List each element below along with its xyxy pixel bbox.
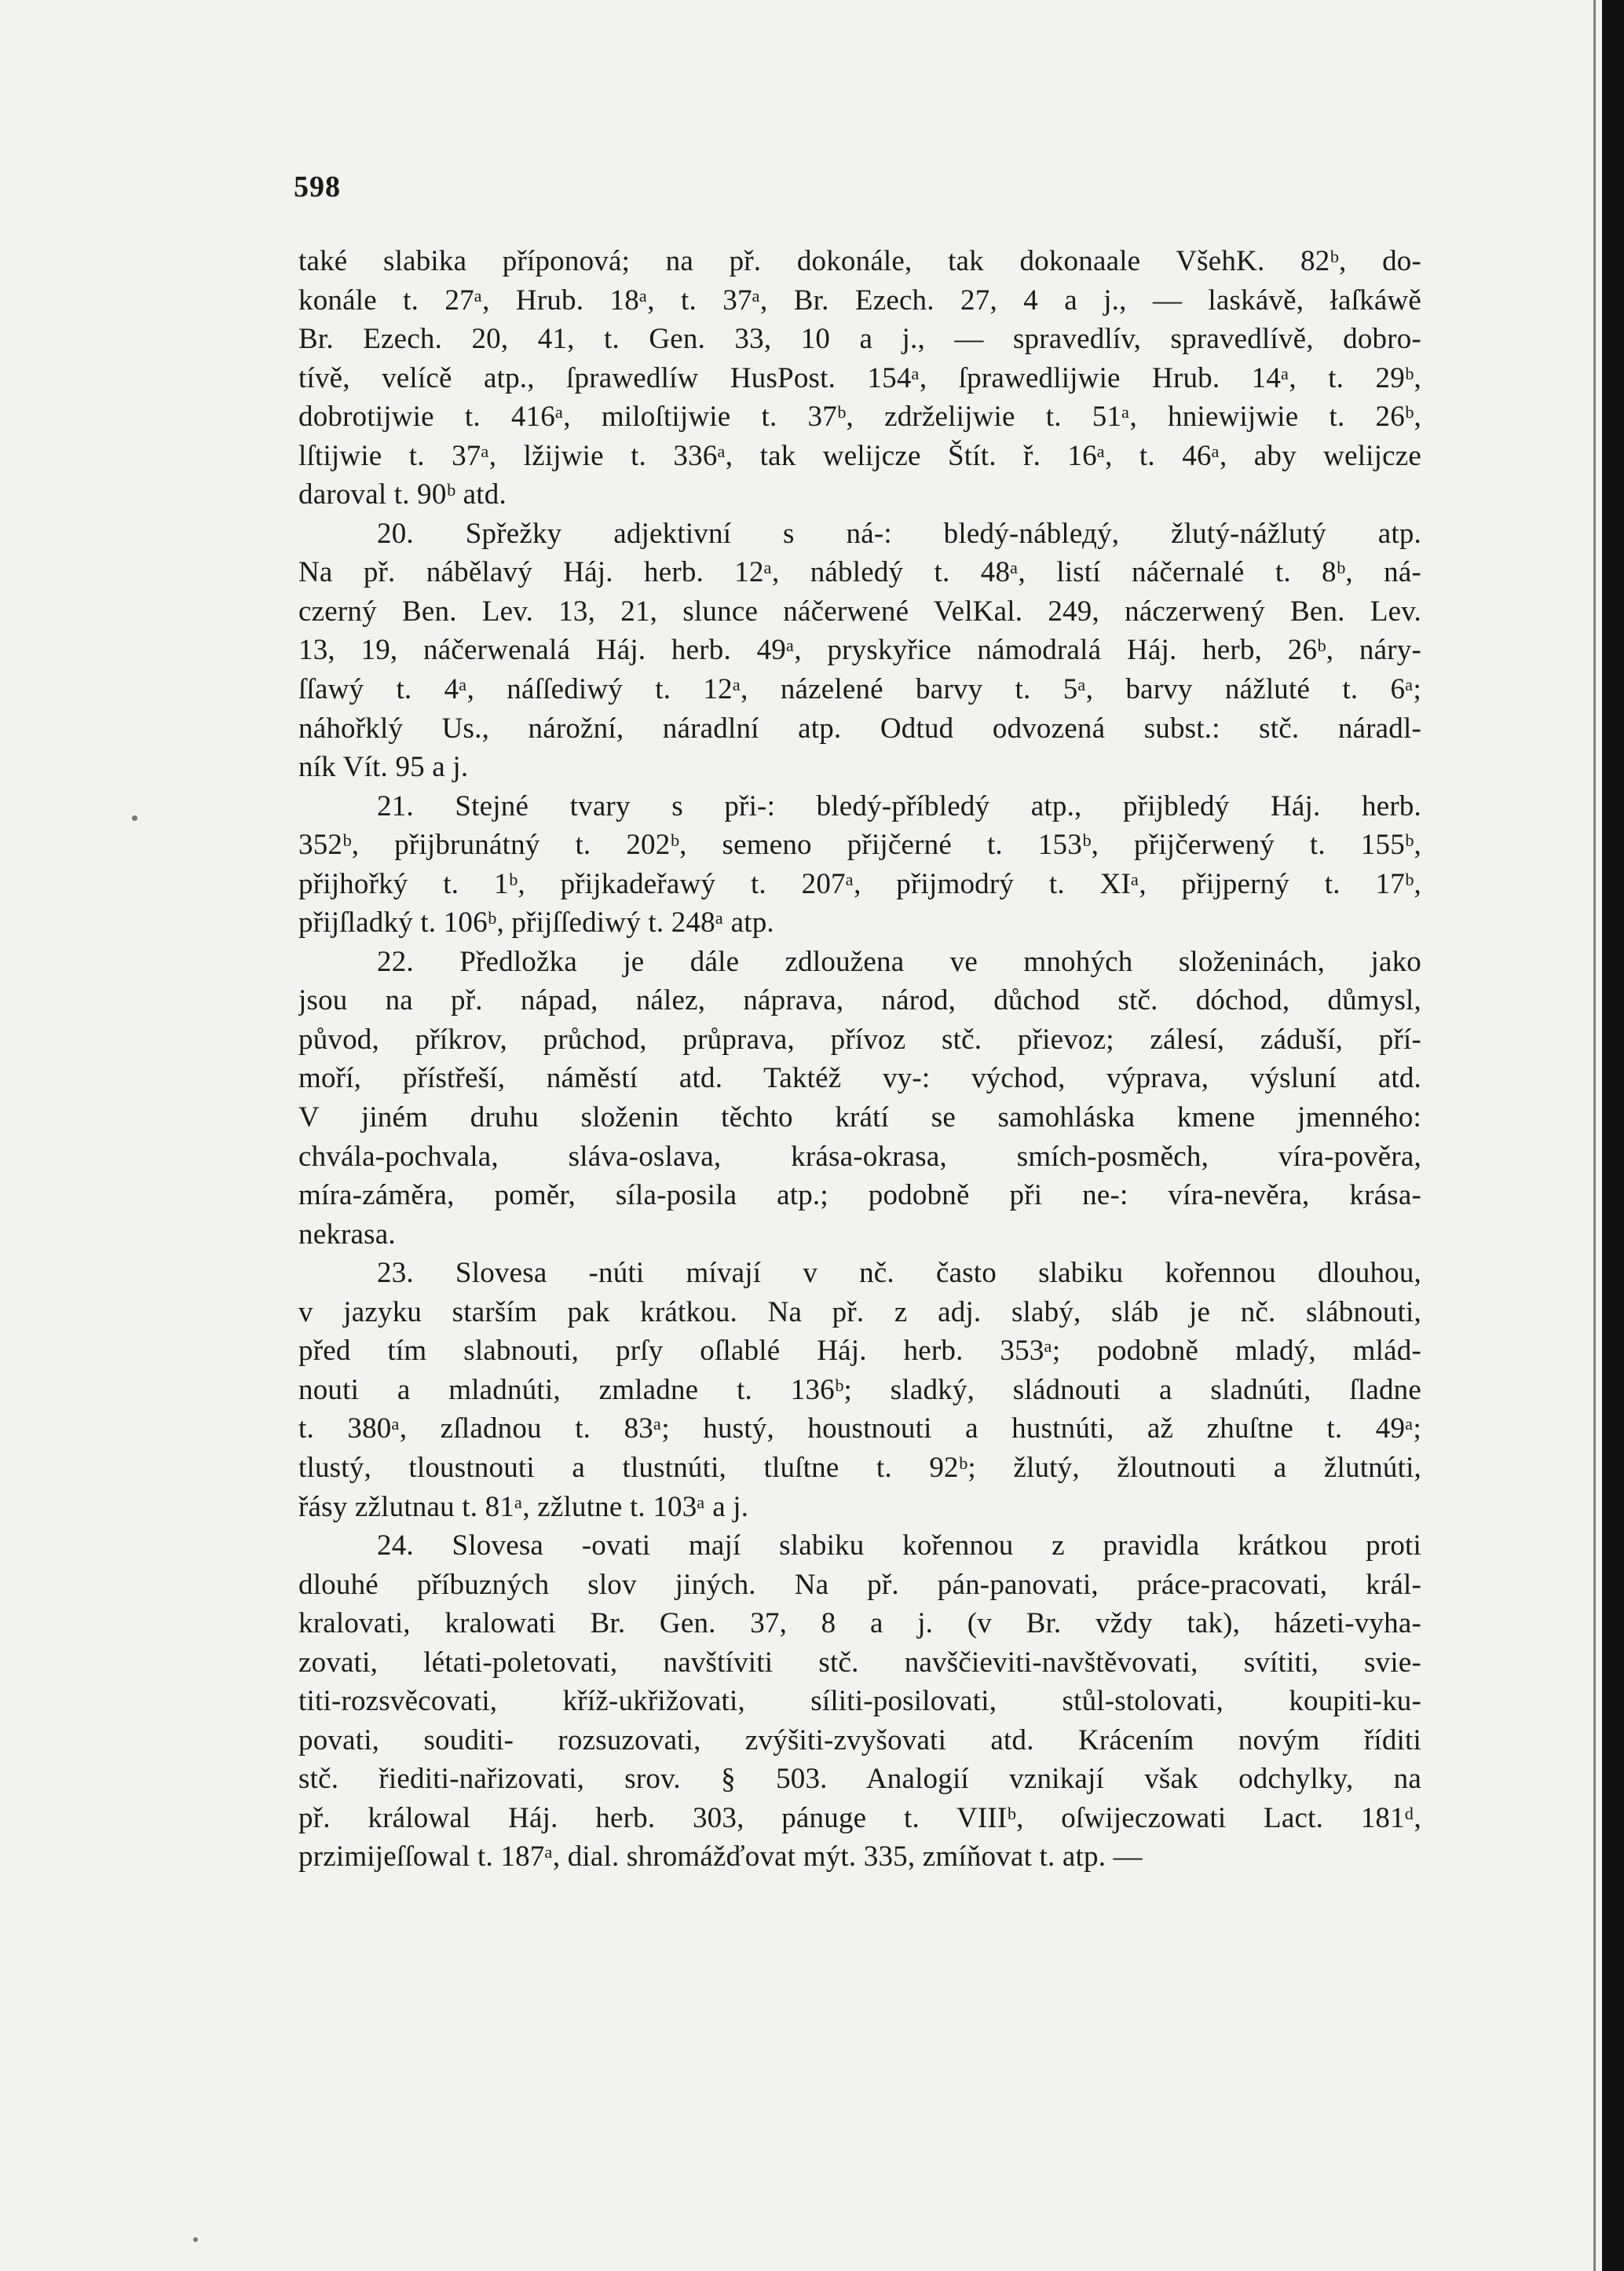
text-line: povati, souditi- rozsuzovati, zvýšiti-zvyšovati atd. Krácením novým říditi	[298, 1723, 1421, 1756]
text-line: titi-rozsvěcovati, kříž-ukřižovati, síliti-posilovati, stůl-stolovati, koupiti-ku-	[298, 1685, 1421, 1718]
scan-edge-shadow	[1602, 0, 1624, 2271]
text-line: tívě, velícě atp., ſprawedlíw HusPost. 154ᵃ, ſprawedlijwie Hrub. 14ᵃ, t. 29ᵇ,	[298, 361, 1421, 394]
text-line: také slabika příponová; na př. dokonále, tak dokonaale VšehK. 82ᵇ, do-	[298, 245, 1421, 277]
text-line: 22. Předložka je dále zdloužena ve mnohých složeninách, jako	[377, 945, 1421, 978]
text-line: 352ᵇ, přijbrunátný t. 202ᵇ, semeno přijčerné t. 153ᵇ, přijčerwený t. 155ᵇ,	[298, 829, 1421, 862]
text-line: chvála-pochvala, sláva-oslava, krása-okrasa, smích-posměch, víra-pověra,	[298, 1140, 1421, 1173]
text-line: Na př. nábělavý Háj. herb. 12ᵃ, nábledý t. 48ᵃ, listí náčernalé t. 8ᵇ, ná-	[298, 556, 1421, 589]
text-line: před tím slabnouti, prſy oſlablé Háj. herb. 353ᵃ; podobně mladý, mlád-	[298, 1335, 1421, 1368]
text-line: dobrotijwie t. 416ᵃ, miloſtijwie t. 37ᵇ, zdrželijwie t. 51ᵃ, hniewijwie t. 26ᵇ,	[298, 401, 1421, 434]
text-line: tlustý, tloustnouti a tlustnúti, tluſtne t. 92ᵇ; žlutý, žloutnouti a žlutnúti,	[298, 1451, 1421, 1484]
text-line: 21. Stejné tvary s při-: bledý-příbledý atp., přijbledý Háj. herb.	[377, 789, 1421, 822]
text-line: 13, 19, náčerwenalá Háj. herb. 49ᵃ, pryskyřice námodralá Háj. herb, 26ᵇ, náry-	[298, 634, 1421, 667]
text-line: V jiném druhu složenin těchto krátí se samohláska kmene jmenného:	[298, 1101, 1421, 1134]
scan-speck	[193, 2237, 198, 2242]
text-line: przimijeſſowal t. 187ᵃ, dial. shromážďovat mýt. 335, zmíňovat t. atp. —	[298, 1841, 1143, 1874]
text-line: czerný Ben. Lev. 13, 21, slunce náčerwené VelKal. 249, náczerwený Ben. Lev.	[298, 595, 1421, 628]
scan-edge-line	[1593, 0, 1596, 2271]
text-line: lſtijwie t. 37ᵃ, lžijwie t. 336ᵃ, tak welijcze Štít. ř. 16ᵃ, t. 46ᵃ, aby welijcze	[298, 439, 1421, 472]
text-line: původ, příkrov, průchod, průprava, přívoz stč. přievoz; zálesí, záduší, pří-	[298, 1023, 1421, 1056]
text-line: ſſawý t. 4ᵃ, náſſediwý t. 12ᵃ, názelené barvy t. 5ᵃ, barvy nážluté t. 6ᵃ;	[298, 673, 1421, 706]
text-line: Br. Ezech. 20, 41, t. Gen. 33, 10 a j., — spravedlív, spravedlívě, dobro-	[298, 323, 1421, 356]
text-line: kralovati, kralowati Br. Gen. 37, 8 a j. (v Br. vždy tak), házeti-vyha-	[298, 1607, 1421, 1640]
text-line: př. králowal Háj. herb. 303, pánuge t. VIIIᵇ, oſwijeczowati Lact. 181ᵈ,	[298, 1801, 1421, 1834]
text-line: 20. Spřežky adjektivní s ná-: bledý-náblедý, žlutý-nážlutý atp.	[377, 517, 1421, 550]
text-line: nekrasa.	[298, 1218, 396, 1251]
text-line: nouti a mladnúti, zmladne t. 136ᵇ; sladký, sládnouti a sladnúti, ſladne	[298, 1373, 1421, 1406]
text-line: míra-záměra, poměr, síla-posila atp.; podobně při ne-: víra-nevěra, krása-	[298, 1179, 1421, 1212]
text-line: náhořklý Us., nárožní, náradlní atp. Odtud odvozená subst.: stč. náradl-	[298, 712, 1421, 745]
text-line: jsou na př. nápad, nález, náprava, národ, důchod stč. dóchod, důmysl,	[298, 984, 1421, 1017]
text-line: t. 380ᵃ, zſladnou t. 83ᵃ; hustý, houstnouti a hustnúti, až zhuſtne t. 49ᵃ;	[298, 1412, 1421, 1445]
text-line: stč. řiediti-nařizovati, srov. § 503. Analogií vznikají však odchylky, na	[298, 1763, 1421, 1796]
text-line: 24. Slovesa -ovati mají slabiku kořennou z pravidla krátkou proti	[377, 1529, 1421, 1562]
body-text	[298, 242, 1421, 1877]
text-line: moří, přístřeší, náměstí atd. Taktéž vy-: východ, výprava, výsluní atd.	[298, 1062, 1421, 1095]
text-line: daroval t. 90ᵇ atd.	[298, 478, 507, 511]
text-line: dlouhé příbuzných slov jiných. Na př. pán-panovati, práce-pracovati, král-	[298, 1568, 1421, 1601]
text-line: v jazyku starším pak krátkou. Na př. z adj. slabý, sláb je nč. slábnouti,	[298, 1295, 1421, 1328]
text-line: zovati, létati-poletovati, navštíviti stč. navščieviti-navštěvovati, svítiti, svie-	[298, 1646, 1421, 1679]
page-number: 598	[294, 170, 341, 203]
text-line: přijhořký t. 1ᵇ, přijkadeřawý t. 207ᵃ, přijmodrý t. XIᵃ, přijperný t. 17ᵇ,	[298, 867, 1421, 900]
text-line: konále t. 27ᵃ, Hrub. 18ᵃ, t. 37ᵃ, Br. Ezech. 27, 4 a j., — laskávě, łaſkáwě	[298, 284, 1421, 317]
text-line: 23. Slovesa -núti mívají v nč. často slabiku kořennou dlouhou,	[377, 1257, 1421, 1290]
text-line: ník Vít. 95 a j.	[298, 751, 469, 784]
scan-speck	[132, 815, 137, 821]
text-line: přijſladký t. 106ᵇ, přijſſediwý t. 248ᵃ atp.	[298, 907, 774, 940]
text-line: řásy zžlutnau t. 81ᵃ, zžlutne t. 103ᵃ a j.	[298, 1490, 749, 1523]
